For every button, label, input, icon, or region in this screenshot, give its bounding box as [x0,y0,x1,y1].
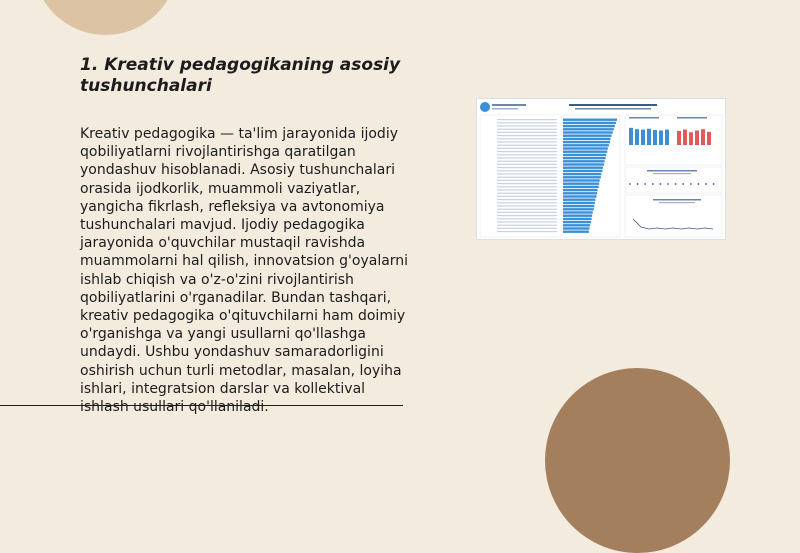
bar-label [497,209,557,210]
hbar [563,211,593,213]
bar-label [497,221,557,222]
vbar-red [683,130,687,145]
dot [698,183,700,185]
hbar [563,186,599,188]
vertical-bar-chart [629,128,711,145]
hbar [563,189,598,191]
hbar [563,208,594,210]
dot [675,183,677,185]
bar-label [497,173,557,174]
bar-label [497,154,557,155]
vbar-blue [629,128,633,145]
bar-label [497,186,557,187]
vbar-blue [641,130,645,145]
vbar-red [707,132,711,145]
vbar-blue [659,130,663,145]
hbar [563,192,597,194]
hbar [563,179,600,181]
vbar-red [677,131,681,145]
hbar [563,151,607,153]
bar-label [497,180,557,181]
hbar [563,173,601,175]
vbar-red [689,132,693,145]
dot [667,183,669,185]
hbar [563,176,601,178]
hbar [563,215,592,217]
bar-label [497,122,557,123]
bar-label [497,170,557,171]
bar-label [497,157,557,158]
trend-line [633,219,713,229]
vbar-blue [647,129,651,145]
dot [660,183,662,185]
dot [637,183,639,185]
vbar-red [695,130,699,145]
decorative-circle-top [33,0,178,35]
hbar [563,125,615,127]
hbar [563,144,609,146]
bar-label [497,205,557,206]
vbar-blue [635,129,639,145]
bar-label [497,199,557,200]
hbar [563,122,616,124]
dot [629,183,631,185]
bar-label [497,218,557,219]
bar-label [497,183,557,184]
bar-label [497,135,557,136]
hbar [563,128,614,130]
hbar [563,231,589,233]
hbar [563,167,603,169]
hbar [563,205,594,207]
hbar [563,218,592,220]
slide-title: 1. Kreativ pedagogikaning asosiy tushunchalari [80,55,401,96]
dashboard-graphic [477,99,725,239]
bar-label [497,164,557,165]
bar-label [497,225,557,226]
bar-label [497,161,557,162]
bar-label [497,231,557,232]
dot [705,183,707,185]
hbar [563,147,608,149]
hbar [563,154,606,156]
hbar [563,157,606,159]
bar-label [497,138,557,139]
bar-label [497,141,557,142]
bar-label [497,228,557,229]
horizontal-bar-chart [497,119,617,233]
hbar [563,135,612,137]
hbar [563,202,595,204]
bar-label [497,129,557,130]
vbar-blue [665,130,669,145]
dashboard-logo [480,102,490,112]
bar-label [497,125,557,126]
hbar [563,119,617,121]
slide-body-text: Kreativ pedagogika — ta'lim jarayonida ijodiy qobiliyatlarni rivojlantirishga qaratilgan yondashuv hisoblanadi. Asosiy tushunchalari orasida ijodkorlik, muammoli vaziyatlar, yangicha fikrlash, refleksiya va avtonomiya tushunchalari mavjud. Ijodiy pedagogika jarayonida o'quvchilar mustaqil ravishda muammolarni hal qilish, innovatsion g'oyalarni ishlab chiqish va o'z-o'zini rivojlantirish qobiliyatlarini o'rganadilar. Bundan tashqari, kreativ pedagogika o'qituvchilarni ham doimiy o'rganishga va yangi usullarni qo'llashga undaydi. Ushbu yondashuv samaradorligini oshirish uchun turli metodlar, masalan, loyiha ishlari, integratsion darslar va kollektival ishlash usullari qo'llaniladi. [80,126,409,416]
hbar [563,138,611,140]
bar-label [497,151,557,152]
bar-label [497,202,557,203]
vbar-blue [653,130,657,145]
bar-label [497,145,557,146]
dot [652,183,654,185]
bar-label [497,193,557,194]
hbar [563,195,596,197]
dashboard-image [476,98,726,240]
hbar [563,183,599,185]
dot [644,183,646,185]
hbar [563,224,590,226]
hbar [563,221,591,223]
bar-label [497,196,557,197]
hbar [563,170,602,172]
bar-label [497,148,557,149]
dot [690,183,692,185]
bar-label [497,189,557,190]
hbar [563,199,595,201]
hbar [563,160,605,162]
hbar [563,227,589,229]
bar-label [497,177,557,178]
hbar [563,163,604,165]
bar-label [497,132,557,133]
bar-label [497,212,557,213]
dot [713,183,715,185]
dot-series [629,183,714,185]
bar-label [497,167,557,168]
hbar [563,141,610,143]
bar-label [497,119,557,120]
decorative-circle-bottom [545,368,730,553]
dot [682,183,684,185]
vbar-red [701,129,705,145]
bar-label [497,215,557,216]
hbar [563,131,613,133]
